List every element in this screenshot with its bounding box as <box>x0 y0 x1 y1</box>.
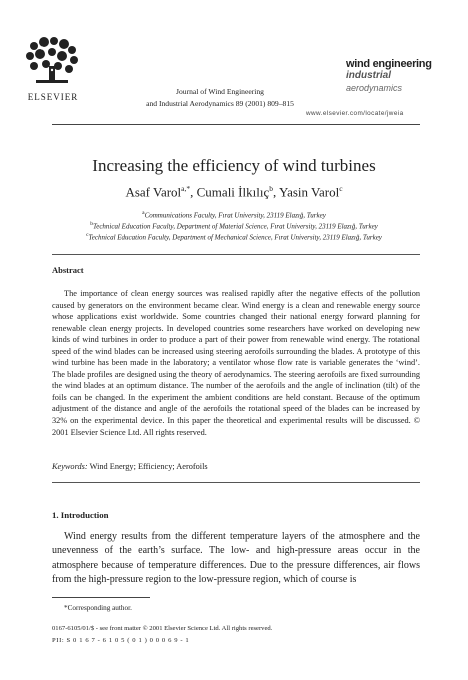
author-name: Asaf Varol <box>125 184 182 200</box>
affiliation-text: Communications Faculty, Fırat University, 23119 Elazığ, Turkey <box>144 211 326 220</box>
header-divider <box>52 124 420 125</box>
author-affiliation-marker: b <box>269 184 273 193</box>
affiliation <box>0 210 468 219</box>
affiliation-text: Technical Education Faculty, Department of Mechanical Science, Fırat University, 23119 Elazığ, Turkey <box>88 233 382 242</box>
journal-logo-line: aerodynamics <box>346 83 403 93</box>
keywords-text: Wind Energy; Efficiency; Aerofoils <box>89 462 208 471</box>
journal-citation <box>120 86 320 110</box>
pii-identifier: PII: S 0 1 6 7 - 6 1 0 5 ( 0 1 ) 0 0 0 6 9 - 1 <box>52 637 190 644</box>
paper-title: Increasing the efficiency of wind turbines <box>92 156 376 175</box>
keywords <box>52 462 420 471</box>
section-heading: 1. Introduction <box>52 510 109 520</box>
affiliation-marker: c <box>86 232 89 238</box>
journal-logo <box>346 58 434 94</box>
journal-logo-line: industrial <box>346 70 392 81</box>
elsevier-tree-icon <box>22 36 82 86</box>
section-divider <box>52 482 420 483</box>
corresponding-author-note: *Corresponding author. <box>64 604 132 612</box>
section-text: Wind energy results from the different temperature layers of the atmosphere and the unevenness of the earth’s surface. The low- and high-pressure areas occur in the atmosphere because of temperature differences. Due to the pressure differences, air flows from the high-pressure region to the low-pressure region, which of course is <box>52 531 420 585</box>
footnote-divider <box>52 597 150 598</box>
affiliation <box>0 232 468 241</box>
author-affiliation-marker: a,* <box>181 184 191 193</box>
author-name: Yasin Varol <box>279 184 340 200</box>
affiliation-text: Technical Education Faculty, Department of Material Science, Fırat University, 23119 Elazığ, Turkey <box>92 222 378 231</box>
author-affiliation-marker: c <box>339 184 343 193</box>
publisher-logo <box>22 36 84 102</box>
copyright-notice: 0167-6105/01/$ - see front matter © 2001 Elsevier Science Ltd. All rights reserved. <box>52 625 273 632</box>
journal-logo-line: wind engineering <box>346 58 432 70</box>
affiliation-marker: b <box>90 221 93 227</box>
affiliation <box>0 221 468 230</box>
author-list: Asaf Varol$^{a,*}$, Cumali İlkılıç$^b$, Yasin Varol$^c$ <box>125 184 343 200</box>
journal-website[interactable]: www.elsevier.com/locate/jweia <box>306 110 404 117</box>
keywords-label: Keywords: <box>52 462 88 471</box>
journal-volume: and Industrial Aerodynamics 89 (2001) 809–815 <box>146 99 294 108</box>
affiliation-marker: a <box>142 210 145 216</box>
abstract-heading: Abstract <box>52 265 84 275</box>
publisher-name: ELSEVIER <box>27 92 79 102</box>
section-divider <box>52 254 420 255</box>
journal-name: Journal of Wind Engineering <box>176 87 264 96</box>
author-name: Cumali İlkılıç <box>196 184 270 200</box>
abstract-text: The importance of clean energy sources was realised rapidly after the negative effects of the pollution caused by generators on the environment became clear. Wind energy is a clean and renewable energy source whose applications exist worldwide. Some countries changed their national energy forward planning for renewable clean energy projects. In developed countries some researchers have worked on developing new kinds of wind turbines in order to produce a part of their power from renewable wind energy. The rotational speed of the wind blades can be increased using steering aerofoils surrounding the blades. A prototype of this wind turbine has been made in the laboratory; a ventilator whose flow rate is variable generates the ‘wind’. The blade profiles are designed using the theory of aerodynamics. The steering aerofoils are fixed surrounding the wind blades at an optimum distance. The number of the aerofoils and the angle of inclination (tilt) of the foils can be changed. In the experiment the ambient conditions are held constant. Because of the optimum adjustment of the distance and angle of the aerofoils the rotational speed of the blades can be increased by 32% on the experimental device. In this paper the theoretical and experimental results will be discussed. © 2001 Elsevier Science Ltd. All rights reserved. <box>52 289 420 437</box>
